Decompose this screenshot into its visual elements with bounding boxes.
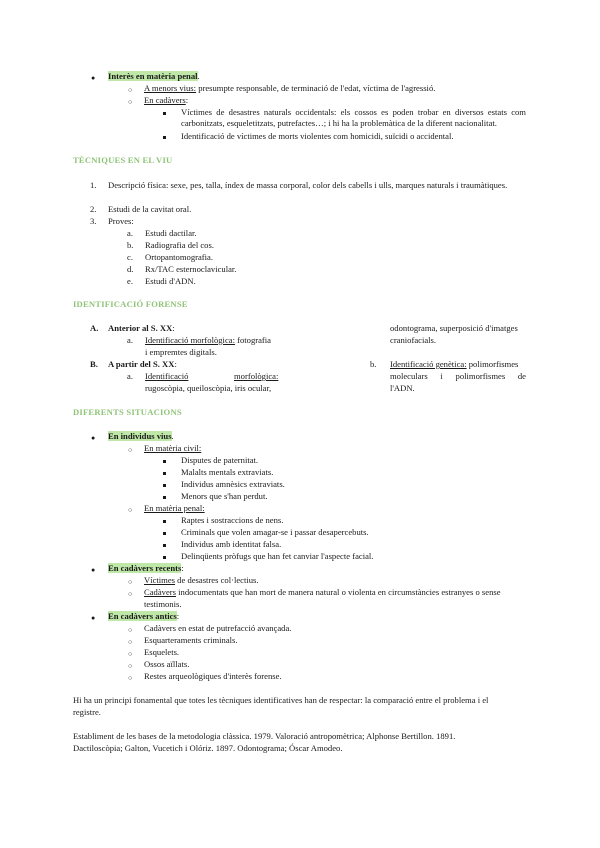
list-item: Interès en matèria penal. [108, 71, 200, 81]
list-item: Esquelets. [144, 647, 180, 657]
list-item: Proves: [108, 216, 134, 226]
list-item: Anterior al S. XX: [108, 323, 175, 333]
bullet-circle-icon: ○ [128, 626, 133, 634]
list-item: Identificació de víctimes de morts violentes com homicidi, suïcidi o accidental. [181, 131, 454, 141]
document-page: ● Interès en matèria penal. ○ A menors vius: presumpte responsable, de terminació de l'edat, víctima de l'agressió. ○ En cadàvers: Víctimes de desastres naturals occidentals: els cossos es poden trobar en diversos estats com carbonitzats, esqueletitzats, putrefactes…; i hi ha la problemàtica de la diferent nacionalitat. Identificació de víctimes de morts violentes com homicidi, suïcidi o accidental. TÈCNIQUES EN EL VIU 1. Descripció física: sexe, pes, talla, índex de massa corporal, color dels cabells i ulls, marques naturals i traumàtiques. 2. Estudi de la cavitat oral. 3. Proves: a. Estudi dactilar. b. Radiografia del cos. c. Ortopantomografia. d. Rx/TAC esternoclavicular. e. Estudi d'ADN. IDENTIFICACIÓ FORENSE A. Anterior al S. XX: a. Identificació morfològica: fotografia i empremtes digitals. B. A partir del S. XX: a. Identificació morfològica: rugoscòpia, queiloscòpia, iris ocular, odontograma, superposició d'imatges craniofacials. b. Identificació genètica: polimorfismes moleculars i polimorfismes de l'ADN. DIFERENTS SITUACIONS ● En individus vius. ○ En matèria civil: Disputes de paternitat. Malalts mentals extraviats. Individus amnèsics extraviats. Menors que s'han perdut. ○ En matèria penal: Raptes i sostraccions de nens. Criminals que volen amagar-se i passar desapercebuts. Individus amb identitat falsa. Delinqüents pròfugs que han fet canviar l'aspecte facial. ● En cadàvers recents: ○ Víctimes de desastres col·lectius. ○ Cadàvers indocumentats que han mort de manera natural o violenta en circumstàncies estranyes o sense testimonis. ● En cadàvers antics: ○ Cadàvers en estat de putrefacció avançada. ○ Esquarteraments criminals. ○ Esquelets. ○ Ossos aïllats. ○ Restes arqueològiques d'interès forense. Hi ha un principi fonamental que totes les tècniques identificatives han de respectar: la comparació entre el problema i el registre. Establiment de les bases de la metodologia clàssica. 1979. Valoració antropomètrica; Alphonse Bertillon. 1891. Dactiloscòpia; Galton, Vucetich i Olóriz. 1897. Odontograma; Óscar Amodeo. [73, 71, 526, 753]
bullet-circle-icon: ○ [128, 86, 133, 94]
list-item: En cadàvers antics: [108, 611, 180, 621]
bullet-square-icon [163, 460, 166, 463]
bullet-square-icon [163, 520, 166, 523]
bullet-dot-icon: ● [91, 614, 96, 622]
list-item: Raptes i sostraccions de nens. [181, 515, 284, 525]
bullet-circle-icon: ○ [128, 590, 133, 598]
list-item: En matèria penal: [144, 503, 205, 513]
list-item: Disputes de paternitat. [181, 455, 259, 465]
list-item: En matèria civil: [144, 443, 202, 453]
bullet-dot-icon: ● [91, 566, 96, 574]
list-item: Individus amnèsics extraviats. [181, 479, 285, 489]
list-item: Estudi dactilar. [145, 228, 197, 238]
list-item: Ortopantomografia. [145, 252, 214, 262]
list-item: Individus amb identitat falsa. [181, 539, 282, 549]
list-item: En individus vius. [108, 431, 174, 441]
list-item: Menors que s'han perdut. [181, 491, 268, 501]
list-item: Identificació genètica: polimorfismes [390, 359, 519, 369]
bullet-circle-icon: ○ [128, 662, 133, 670]
bullet-square-icon [163, 496, 166, 499]
list-item: En cadàvers: [144, 95, 189, 105]
list-item: Cadàvers en estat de putrefacció avançada. [144, 623, 292, 633]
paragraph: registre. [73, 707, 101, 717]
list-item: Esquarteraments criminals. [144, 635, 238, 645]
section-heading: IDENTIFICACIÓ FORENSE [73, 299, 188, 309]
paragraph: Dactiloscòpia; Galton, Vucetich i Olóriz. 1897. Odontograma; Óscar Amodeo. [73, 743, 343, 753]
bullet-circle-icon: ○ [128, 674, 133, 682]
section-heading: DIFERENTS SITUACIONS [73, 407, 182, 417]
paragraph: Hi ha un principi fonamental que totes les tècniques identificatives han de respectar: la comparació entre el problema i el [73, 695, 489, 705]
list-item: Identificació morfològica: fotografia [145, 335, 271, 345]
bullet-square-icon [163, 136, 166, 139]
bullet-circle-icon: ○ [128, 638, 133, 646]
bullet-dot-icon: ● [91, 434, 96, 442]
paragraph: Establiment de les bases de la metodologia clàssica. 1979. Valoració antropomètrica; Alphonse Bertillon. 1891. [73, 731, 456, 741]
bullet-circle-icon: ○ [128, 650, 133, 658]
bullet-circle-icon: ○ [128, 578, 133, 586]
list-item: Cadàvers indocumentats que han mort de manera natural o violenta en circumstàncies estranyes o sense [144, 587, 501, 597]
list-item: Víctimes de desastres naturals occidentals: els cossos es poden trobar en diversos estats com carbonitzats, esqueletitzats, putrefactes…; i hi ha la problemàtica de la diferent nacionalitat. [181, 107, 526, 129]
list-item: Malalts mentals extraviats. [181, 467, 274, 477]
list-item: Rx/TAC esternoclavicular. [145, 264, 237, 274]
bullet-circle-icon: ○ [128, 506, 133, 514]
bullet-dot-icon: ● [91, 74, 96, 82]
list-item: Estudi d'ADN. [145, 276, 196, 286]
bullet-square-icon [163, 556, 166, 559]
list-item: Identificació [145, 371, 189, 381]
list-item: Criminals que volen amagar-se i passar desapercebuts. [181, 527, 369, 537]
bullet-square-icon [163, 532, 166, 535]
list-item: A partir del S. XX: [108, 359, 177, 369]
list-item: Descripció física: sexe, pes, talla, índex de massa corporal, color dels cabells i ulls, marques naturals i traumàtiques. [108, 180, 508, 190]
bullet-square-icon [163, 112, 166, 115]
bullet-square-icon [163, 484, 166, 487]
list-item: Estudi de la cavitat oral. [108, 204, 192, 214]
list-item: Radiografia del cos. [145, 240, 214, 250]
bullet-square-icon [163, 544, 166, 547]
list-item: Restes arqueològiques d'interès forense. [144, 671, 282, 681]
bullet-circle-icon: ○ [128, 98, 133, 106]
list-item: Víctimes de desastres col·lectius. [144, 575, 259, 585]
bullet-square-icon [163, 472, 166, 475]
highlight-text: Interès en matèria penal [108, 71, 198, 81]
section-heading: TÈCNIQUES EN EL VIU [73, 155, 173, 165]
list-item: En cadàvers recents: [108, 563, 184, 573]
list-item: Delinqüents pròfugs que han fet canviar l'aspecte facial. [181, 551, 374, 561]
list-item: Ossos aïllats. [144, 659, 190, 669]
list-item: A menors vius: presumpte responsable, de terminació de l'edat, víctima de l'agressió. [144, 83, 436, 93]
bullet-circle-icon: ○ [128, 446, 133, 454]
